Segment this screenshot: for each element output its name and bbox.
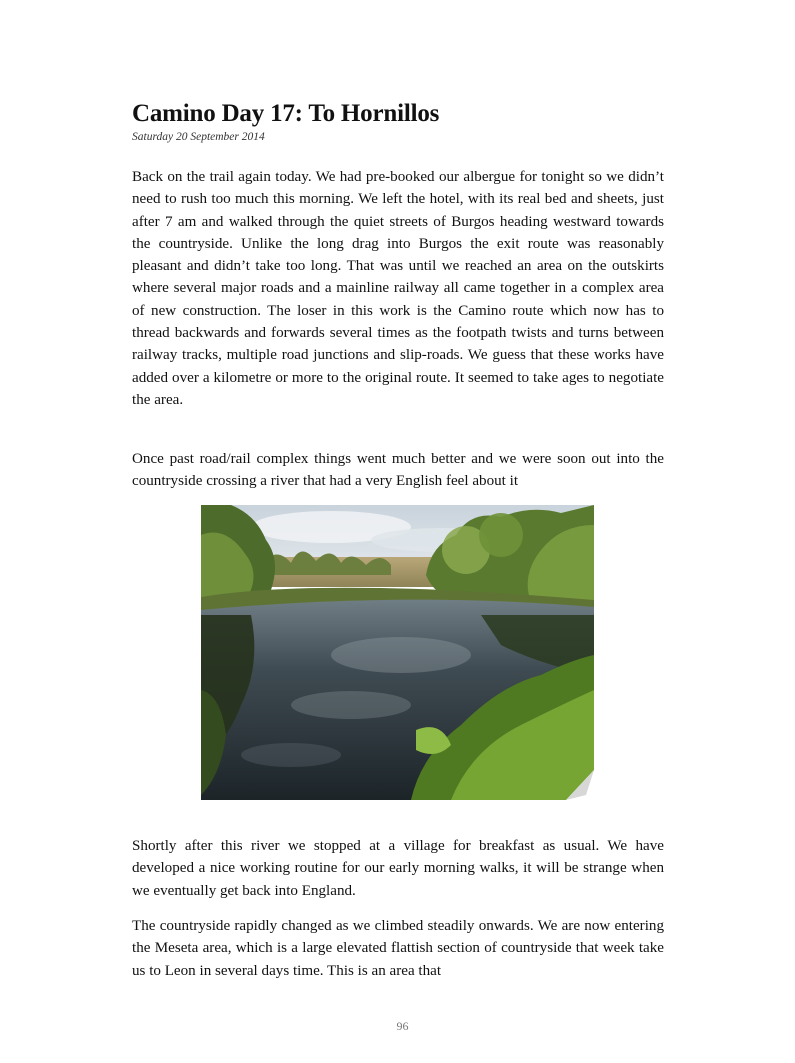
document-page [132,98,664,979]
post-date: Saturday 20 September 2014 [132,131,265,143]
page-number: 96 [396,1019,409,1033]
body-paragraph-3: Shortly after this river we stopped at a village for breakfast as usual. We have developed a nice working routine for our early morning walks, it will be strange when we eventually get back into England. [132,838,664,899]
page-title: Camino Day 17: To Hornillos [132,100,440,127]
body-paragraph-2: Once past road/rail complex things went much better and we were soon out into the countryside crossing a river that had a very English feel about it [132,451,664,490]
body-paragraph-4: The countryside rapidly changed as we climbed steadily onwards. We are now entering the Meseta area, which is a large elevated flattish section of countryside that week take us to Leon in several days time. This is an area that [132,918,664,979]
river-photo [201,505,594,800]
body-paragraph-1: Back on the trail again today. We had pre-booked our albergue for tonight so we didn’t need to rush too much this morning. We left the hotel, with its real bed and sheets, just after 7 am and walked through the quiet streets of Burgos heading westward towards the countryside. Unlike the long drag into Burgos the exit route was reasonably pleasant and didn’t take too long. That was until we reached an area on the outskirts where several major roads and a mainline railway all came together in a complex area of new construction. The loser in this work is the Camino route which now has to thread backwards and forwards several times as the footpath twists and turns between railway tracks, multiple road junctions and slip-roads. We guess that these works have added over a kilometre or more to the original route. It seemed to take ages to negotiate the area. [132,169,664,408]
